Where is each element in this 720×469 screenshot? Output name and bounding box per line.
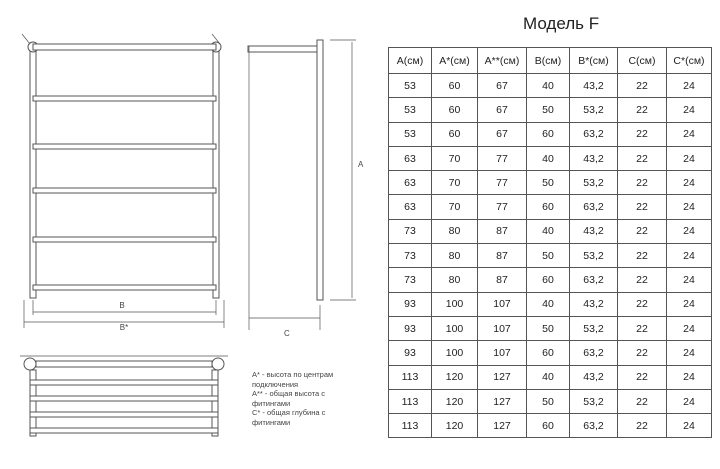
table-cell: 50 bbox=[527, 244, 570, 268]
legend-line: фитингами bbox=[252, 417, 291, 427]
table-cell: 24 bbox=[667, 268, 712, 292]
table-cell: 53,2 bbox=[570, 171, 618, 195]
table-cell: 77 bbox=[478, 146, 527, 170]
table-cell: 53,2 bbox=[570, 244, 618, 268]
table-cell: 60 bbox=[432, 122, 478, 146]
column-header: A(см) bbox=[389, 48, 432, 74]
table-cell: 73 bbox=[389, 244, 432, 268]
table-cell: 70 bbox=[432, 195, 478, 219]
table-cell: 100 bbox=[432, 341, 478, 365]
table-cell: 22 bbox=[618, 414, 667, 438]
table-cell: 22 bbox=[618, 195, 667, 219]
table-row bbox=[389, 365, 712, 389]
column-header: A**(см) bbox=[478, 48, 527, 74]
table-cell: 22 bbox=[618, 98, 667, 122]
table-cell: 40 bbox=[527, 146, 570, 170]
table-cell: 53 bbox=[389, 122, 432, 146]
table-cell: 107 bbox=[478, 341, 527, 365]
model-title: Модель F bbox=[523, 14, 600, 33]
table-cell: 53 bbox=[389, 74, 432, 98]
table-cell: 113 bbox=[389, 389, 432, 413]
table-cell: 63,2 bbox=[570, 268, 618, 292]
table-cell: 24 bbox=[667, 292, 712, 316]
table-row bbox=[389, 146, 712, 170]
table-cell: 43,2 bbox=[570, 74, 618, 98]
table-row bbox=[389, 414, 712, 438]
column-header: C(см) bbox=[618, 48, 667, 74]
table-cell: 120 bbox=[432, 365, 478, 389]
table-cell: 43,2 bbox=[570, 219, 618, 243]
table-cell: 93 bbox=[389, 341, 432, 365]
table-cell: 53 bbox=[389, 98, 432, 122]
table-cell: 67 bbox=[478, 74, 527, 98]
table-cell: 22 bbox=[618, 171, 667, 195]
table-cell: 113 bbox=[389, 414, 432, 438]
table-cell: 73 bbox=[389, 268, 432, 292]
table-cell: 43,2 bbox=[570, 365, 618, 389]
table-cell: 50 bbox=[527, 171, 570, 195]
table-cell: 24 bbox=[667, 98, 712, 122]
table-cell: 22 bbox=[618, 219, 667, 243]
table-row bbox=[389, 389, 712, 413]
table-cell: 50 bbox=[527, 316, 570, 340]
table-cell: 87 bbox=[478, 268, 527, 292]
table-cell: 24 bbox=[667, 195, 712, 219]
table-cell: 24 bbox=[667, 244, 712, 268]
legend-line: фитингами bbox=[252, 398, 291, 408]
table-cell: 63 bbox=[389, 195, 432, 219]
table-cell: 53,2 bbox=[570, 98, 618, 122]
table-cell: 63,2 bbox=[570, 341, 618, 365]
table-cell: 77 bbox=[478, 171, 527, 195]
table-cell: 53,2 bbox=[570, 316, 618, 340]
table-cell: 22 bbox=[618, 365, 667, 389]
table-cell: 70 bbox=[432, 171, 478, 195]
table-row bbox=[389, 268, 712, 292]
table-cell: 93 bbox=[389, 316, 432, 340]
table-cell: 24 bbox=[667, 365, 712, 389]
table-cell: 113 bbox=[389, 365, 432, 389]
table-cell: 22 bbox=[618, 122, 667, 146]
table-cell: 77 bbox=[478, 195, 527, 219]
table-cell: 67 bbox=[478, 122, 527, 146]
table-cell: 100 bbox=[432, 292, 478, 316]
table-row bbox=[389, 98, 712, 122]
table-cell: 120 bbox=[432, 414, 478, 438]
front-view bbox=[22, 34, 224, 328]
table-cell: 24 bbox=[667, 316, 712, 340]
table-cell: 63,2 bbox=[570, 195, 618, 219]
table-cell: 24 bbox=[667, 171, 712, 195]
table-cell: 22 bbox=[618, 268, 667, 292]
table-row bbox=[389, 122, 712, 146]
table-cell: 80 bbox=[432, 219, 478, 243]
table-cell: 22 bbox=[618, 389, 667, 413]
dim-label-b: B bbox=[119, 301, 125, 310]
table-cell: 40 bbox=[527, 292, 570, 316]
table-cell: 73 bbox=[389, 219, 432, 243]
table-cell: 40 bbox=[527, 74, 570, 98]
table-cell: 63,2 bbox=[570, 414, 618, 438]
table-cell: 80 bbox=[432, 268, 478, 292]
table-cell: 24 bbox=[667, 341, 712, 365]
legend-line: подключения bbox=[252, 379, 299, 389]
table-cell: 22 bbox=[618, 316, 667, 340]
table-cell: 60 bbox=[527, 122, 570, 146]
table-cell: 22 bbox=[618, 244, 667, 268]
table-row bbox=[389, 171, 712, 195]
table-row bbox=[389, 292, 712, 316]
table-row bbox=[389, 195, 712, 219]
table-row bbox=[389, 219, 712, 243]
table-cell: 100 bbox=[432, 316, 478, 340]
dim-label-c: C bbox=[284, 329, 290, 338]
table-cell: 67 bbox=[478, 98, 527, 122]
table-cell: 24 bbox=[667, 414, 712, 438]
table-row bbox=[389, 341, 712, 365]
table-cell: 127 bbox=[478, 414, 527, 438]
table-header-row bbox=[389, 48, 712, 74]
table-cell: 22 bbox=[618, 146, 667, 170]
table-cell: 63,2 bbox=[570, 122, 618, 146]
table-cell: 50 bbox=[527, 98, 570, 122]
column-header: C*(см) bbox=[667, 48, 712, 74]
legend-line: C* - общая глубина с bbox=[252, 408, 326, 418]
table-cell: 63 bbox=[389, 171, 432, 195]
table-cell: 60 bbox=[432, 98, 478, 122]
table-cell: 87 bbox=[478, 244, 527, 268]
column-header: B*(см) bbox=[570, 48, 618, 74]
table-row bbox=[389, 74, 712, 98]
table-row bbox=[389, 316, 712, 340]
table-cell: 87 bbox=[478, 219, 527, 243]
table-cell: 107 bbox=[478, 292, 527, 316]
top-view bbox=[20, 356, 228, 436]
legend-line: A** - общая высота с bbox=[252, 389, 326, 399]
table-cell: 63 bbox=[389, 146, 432, 170]
table-cell: 50 bbox=[527, 389, 570, 413]
column-header: B(см) bbox=[527, 48, 570, 74]
legend bbox=[252, 370, 362, 428]
table-cell: 93 bbox=[389, 292, 432, 316]
dimensions-table bbox=[388, 47, 712, 438]
table-cell: 43,2 bbox=[570, 292, 618, 316]
table-cell: 24 bbox=[667, 146, 712, 170]
table-cell: 24 bbox=[667, 122, 712, 146]
table-cell: 24 bbox=[667, 389, 712, 413]
table-cell: 40 bbox=[527, 219, 570, 243]
table-cell: 70 bbox=[432, 146, 478, 170]
table-cell: 53,2 bbox=[570, 389, 618, 413]
dim-label-b-star: B* bbox=[119, 323, 129, 332]
dim-label-a: A bbox=[358, 160, 364, 169]
table-cell: 40 bbox=[527, 365, 570, 389]
table-cell: 127 bbox=[478, 389, 527, 413]
table-cell: 22 bbox=[618, 292, 667, 316]
table-cell: 24 bbox=[667, 74, 712, 98]
table-cell: 120 bbox=[432, 389, 478, 413]
legend-line: A* - высота по центрам bbox=[252, 370, 334, 379]
table-row bbox=[389, 244, 712, 268]
table-cell: 107 bbox=[478, 316, 527, 340]
column-header: A*(см) bbox=[432, 48, 478, 74]
table-cell: 22 bbox=[618, 74, 667, 98]
table-cell: 80 bbox=[432, 244, 478, 268]
side-view bbox=[248, 40, 356, 330]
table-cell: 60 bbox=[527, 195, 570, 219]
table-cell: 60 bbox=[432, 74, 478, 98]
table-cell: 127 bbox=[478, 365, 527, 389]
table-cell: 60 bbox=[527, 414, 570, 438]
table-cell: 43,2 bbox=[570, 146, 618, 170]
table-cell: 60 bbox=[527, 341, 570, 365]
table-cell: 24 bbox=[667, 219, 712, 243]
table-cell: 22 bbox=[618, 341, 667, 365]
table-cell: 60 bbox=[527, 268, 570, 292]
